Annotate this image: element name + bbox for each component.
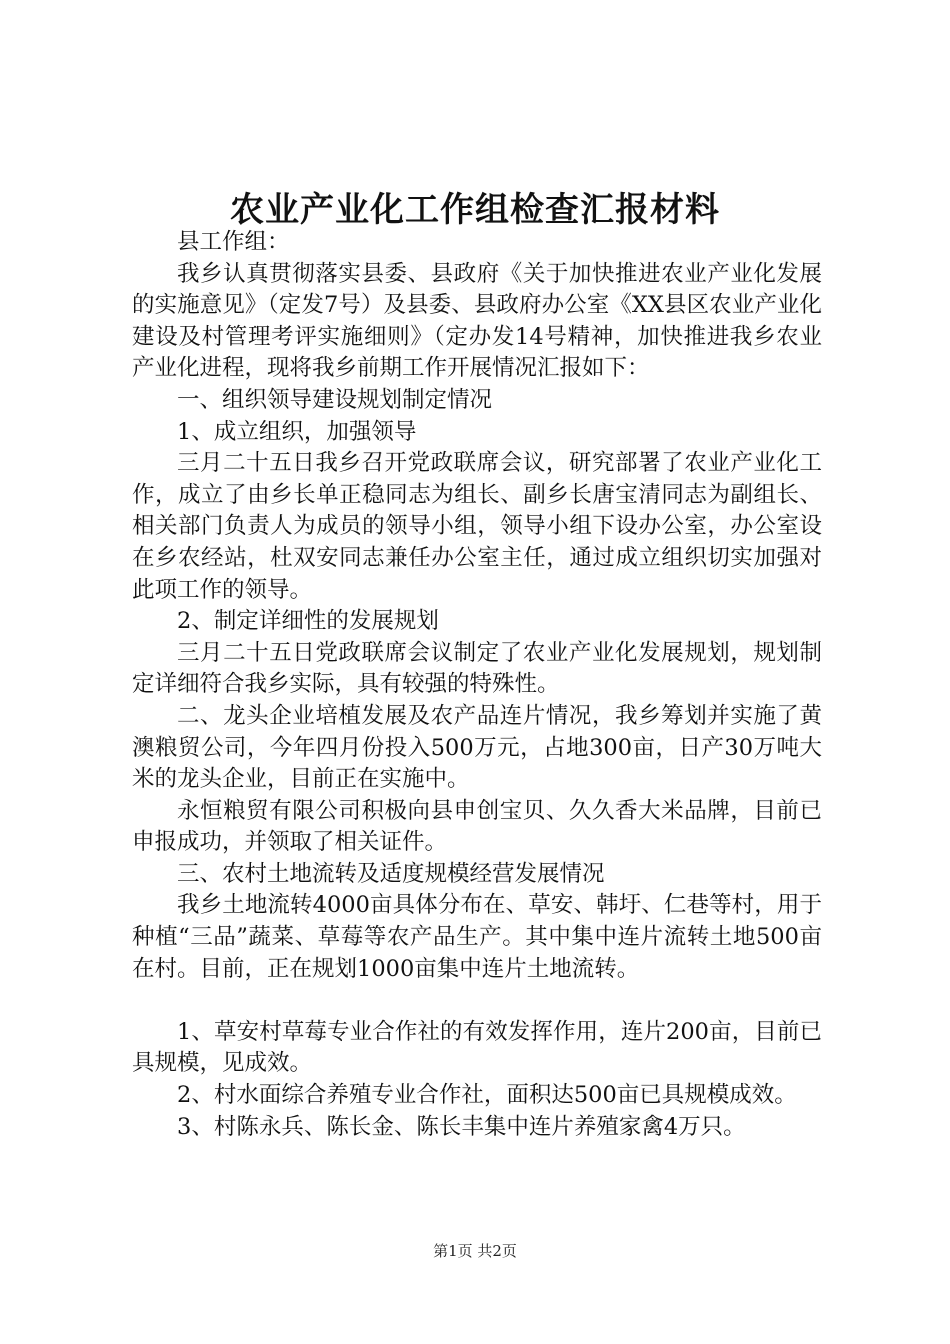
paragraph-3-land: 我乡土地流转4000亩具体分布在、草安、韩圩、仁巷等村，用于种植“三品”蔬菜、草莓等农产品生产。其中集中连片流转土地500亩在村。目前，正在规划1000亩集中连片土地流转。 <box>132 892 822 982</box>
section-heading-1: 一、组织领导建设规划制定情况 <box>177 386 493 413</box>
blank-line <box>132 985 822 1017</box>
list-item-1: 1、草安村草莓专业合作社的有效发挥作用，连片200亩，目前已具规模，见成效。 <box>132 1018 822 1077</box>
page-footer: 第1页 共2页 <box>433 1242 517 1260</box>
paragraph-2-brand: 永恒粮贸有限公司积极向县申创宝贝、久久香大米品牌，目前已申报成功，并领取了相关证件。 <box>132 797 822 856</box>
subheading-1-1: 1、成立组织，加强领导 <box>177 418 417 445</box>
subheading-1-2: 2、制定详细性的发展规划 <box>177 608 439 635</box>
paragraph-1-2: 三月二十五日党政联席会议制定了农业产业化发展规划，规划制定详细符合我乡实际，具有较强的特殊性。 <box>132 639 822 698</box>
salutation: 县工作组： <box>177 229 290 255</box>
intro-paragraph: 我乡认真贯彻落实县委、县政府《关于加快推进农业产业化发展的实施意见》（定发7号）及县委、县政府办公室《XX县区农业产业化建设及村管理考评实施细则》（定办发14号精神，加快推进我乡农业产业化进程，现将我乡前期工作开展情况汇报如下： <box>132 260 822 382</box>
paragraph-1-1: 三月二十五日我乡召开党政联席会议，研究部署了农业产业化工作，成立了由乡长单正稳同志为组长、副乡长唐宝清同志为副组长、相关部门负责人为成员的领导小组，领导小组下设办公室，办公室设在乡农经站，杜双安同志兼任办公室主任，通过成立组织切实加强对此项工作的领导。 <box>132 450 822 603</box>
section-heading-3: 三、农村土地流转及适度规模经营发展情况 <box>177 860 605 887</box>
list-item-3: 3、村陈永兵、陈长金、陈长丰集中连片养殖家禽4万只。 <box>177 1113 746 1140</box>
list-item-2: 2、村水面综合养殖专业合作社，面积达500亩已具规模成效。 <box>177 1082 797 1109</box>
document-body <box>132 227 822 1143</box>
section-paragraph-2: 二、龙头企业培植发展及农产品连片情况，我乡筹划并实施了黄澳粮贸公司，今年四月份投入500万元，占地300亩，日产30万吨大米的龙头企业，目前正在实施中。 <box>132 702 822 793</box>
document-title: 农业产业化工作组检查汇报材料 <box>230 190 720 230</box>
